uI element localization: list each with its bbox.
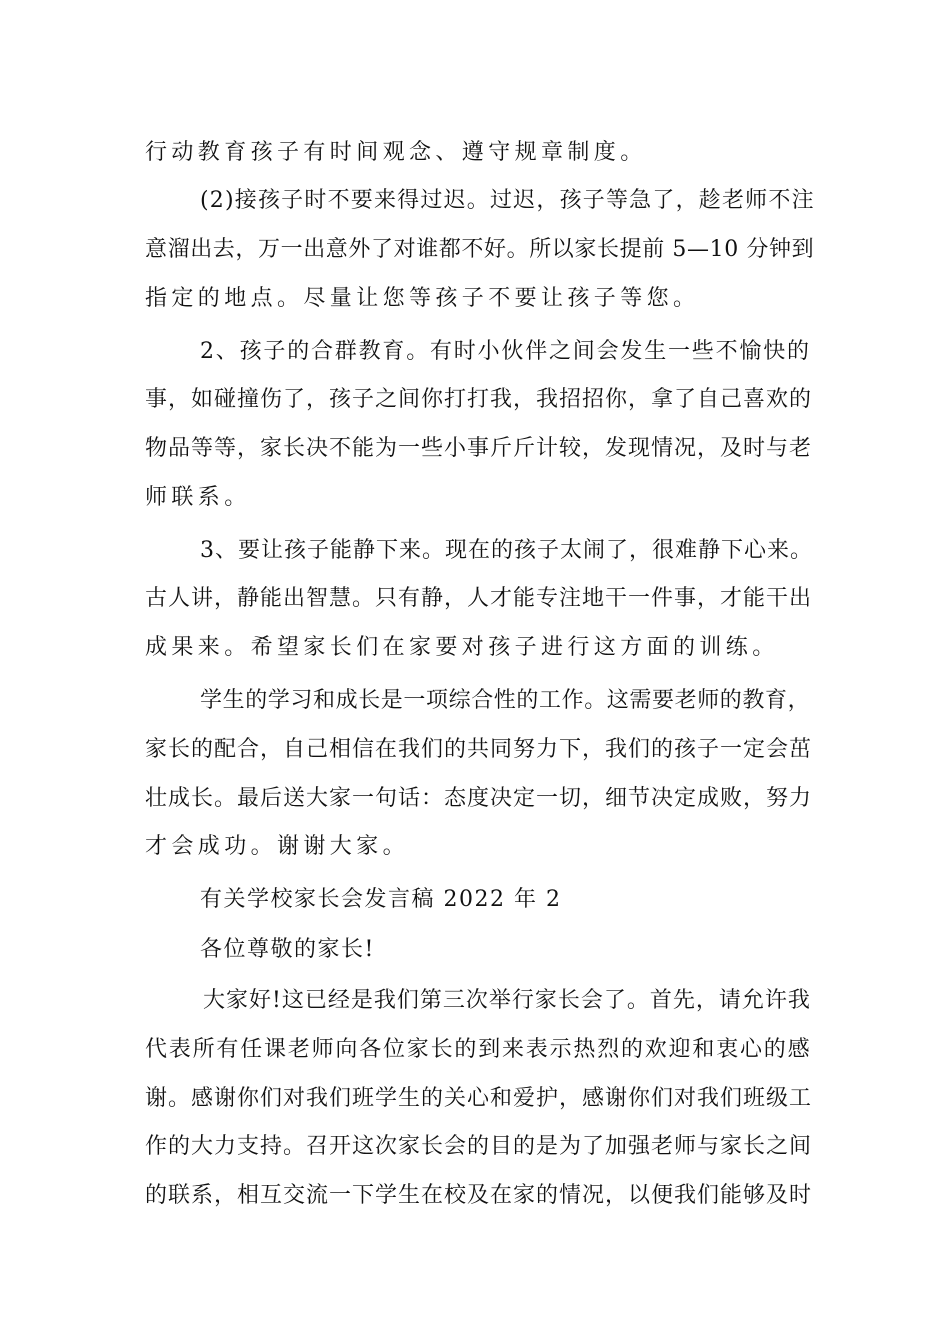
section-heading: 有关学校家长会发言稿 2022 年 2 [200,887,562,912]
paragraph-line: 代表所有任课老师向各位家长的到来表示热烈的欢迎和衷心的感 [145,1037,812,1062]
paragraph-line: 作的大力支持。召开这次家长会的目的是为了加强老师与家长之间 [145,1134,813,1159]
paragraph-line: 家长的配合，自己相信在我们的共同努力下，我们的孩子一定会茁 [145,737,813,762]
paragraph-line: 物品等等，家长决不能为一些小事斤斤计较，发现情况，及时与老 [145,436,813,461]
paragraph-line: 3、要让孩子能静下来。现在的孩子太闹了，很难静下心来。 [200,538,813,563]
paragraph-line: 的联系，相互交流一下学生在校及在家的情况，以便我们能够及时 [145,1183,813,1208]
paragraph-line: 指定的地点。尽量让您等孩子不要让孩子等您。 [145,286,700,311]
paragraph-line: 谢。感谢你们对我们班学生的关心和爱护，感谢你们对我们班级工 [145,1086,813,1111]
paragraph-line: (2)接孩子时不要来得过迟。过迟，孩子等急了，趁老师不注 [200,188,815,213]
paragraph-line: 学生的学习和成长是一项综合性的工作。这需要老师的教育， [200,688,811,713]
paragraph-line: 事，如碰撞伤了，孩子之间你打打我，我招招你，拿了自己喜欢的 [145,387,813,412]
paragraph-line: 2、孩子的合群教育。有时小伙伴之间会发生一些不愉快的 [200,339,811,364]
paragraph-line: 成果来。希望家长们在家要对孩子进行这方面的训练。 [145,635,779,660]
paragraph-line: 大家好!这已经是我们第三次举行家长会了。首先，请允许我 [203,988,811,1013]
paragraph-line: 壮成长。最后送大家一句话：态度决定一切，细节决定成败，努力 [145,786,813,811]
paragraph-line: 古人讲，静能出智慧。只有静，人才能专注地干一件事，才能干出 [145,586,813,611]
paragraph-line: 行动教育孩子有时间观念、遵守规章制度。 [145,140,647,165]
paragraph-line: 意溜出去，万一出意外了对谁都不好。所以家长提前 5—10 分钟到 [145,237,815,262]
paragraph-line: 才会成功。谢谢大家。 [145,834,410,859]
salutation: 各位尊敬的家长! [200,937,375,962]
paragraph-line: 师联系。 [145,485,251,510]
